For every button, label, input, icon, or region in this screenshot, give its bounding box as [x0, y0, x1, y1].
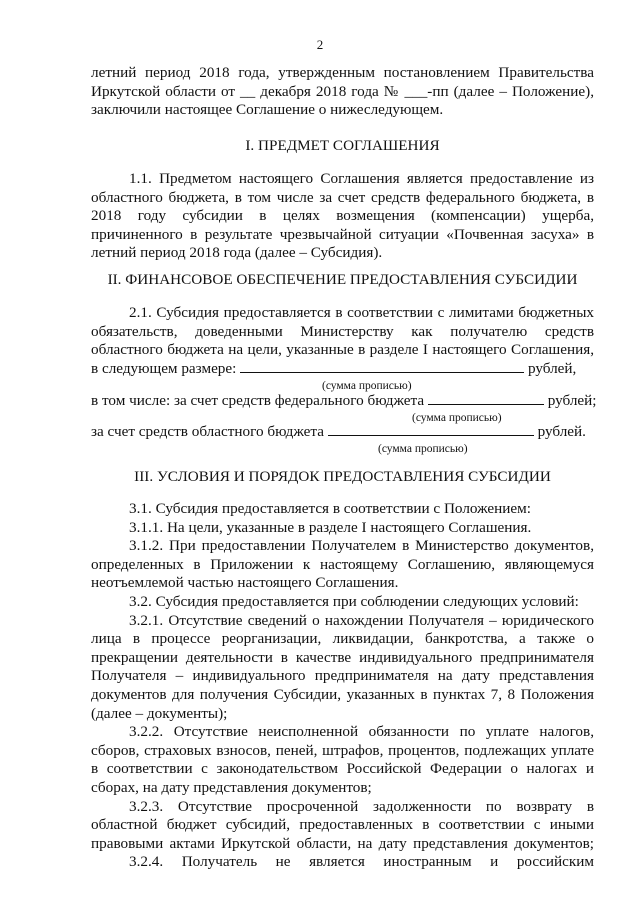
text-line: областного бюджета, в том числе за счет средств федерального бюджета, в [91, 188, 594, 206]
amount-regional-label: за счет средств областного бюджета [91, 423, 324, 440]
text-line: обязательств, доведенными Министерству как получателю средств [91, 322, 594, 340]
amount-federal-unit: рублей; [547, 392, 597, 409]
amount-federal-blank [428, 391, 544, 405]
text-line: 3.1.2. При предоставлении Получателем в Министерство документов, [129, 537, 594, 555]
text-line: 3.2.4. Получатель не является иностранным и российским [129, 853, 594, 871]
text-line: летний период 2018 года (далее – Субсидия). [91, 244, 383, 262]
text-line: причиненного в результате чрезвычайной ситуации «Почвенная засуха» в [91, 225, 594, 243]
text-line: 2018 году субсидии в целях возмещения (компенсации) ущерба, [91, 207, 594, 225]
text-line: 3.1.1. На цели, указанные в разделе I настоящего Соглашения. [129, 518, 532, 536]
text-line: прекращении деятельности в качестве индивидуального предпринимателя [91, 648, 594, 666]
amount-total-row [91, 359, 594, 379]
amount-federal-row [91, 391, 597, 411]
page-number: 2 [316, 37, 324, 52]
text-line: 2.1. Субсидия предоставляется в соответствии с лимитами бюджетных [129, 304, 594, 321]
amount-regional-row [91, 422, 594, 442]
section-1-title: I. ПРЕДМЕТ СОГЛАШЕНИЯ [245, 137, 440, 154]
text-line: сборах, на дату представления документов; [91, 778, 372, 796]
text-line: 3.2.3. Отсутствие просроченной задолженности по возврату в [129, 797, 594, 815]
text-line: областного бюджета на цели, указанные в разделе I настоящего Соглашения, [91, 341, 594, 359]
text-line: 1.1. Предметом настоящего Соглашения является предоставление из [129, 170, 594, 187]
section-1-paragraph [91, 170, 594, 263]
section-3-title: III. УСЛОВИЯ И ПОРЯДОК ПРЕДОСТАВЛЕНИЯ СУБСИДИИ [134, 468, 551, 485]
section-2-paragraph [91, 304, 594, 360]
section-3-paragraph [91, 500, 594, 872]
text-line: лица в процессе реорганизации, ликвидации, банкротства, а также о [91, 630, 594, 648]
text-line: областной бюджет субсидий, предоставленных в соответствии с иными [91, 816, 594, 834]
amount-total-unit: рублей, [527, 360, 577, 377]
text-line: 3.2.2. Отсутствие неисполненной обязанности по уплате налогов, [129, 723, 594, 741]
text-line: документов для получения Субсидии, указанных в пунктах 7, 8 Положения [91, 685, 594, 703]
text-line: 3.1. Субсидия предоставляется в соответствии с Положением: [129, 500, 531, 517]
amount-regional-unit: рублей. [537, 423, 586, 440]
text-line: сборов, страховых взносов, пеней, штрафов, процентов, подлежащих уплате [91, 741, 594, 759]
intro-paragraph [91, 64, 594, 120]
text-line: неотъемлемой частью настоящего Соглашения. [91, 574, 399, 592]
text-line: в соответствии с законодательством Российской Федерации о налогах и [91, 760, 594, 778]
text-line: заключили настоящее Соглашение о нижеследующем. [91, 101, 444, 119]
text-line: Иркутской области от __ декабря 2018 года № ___-пп (далее – Положение), [91, 82, 594, 100]
text-line: определенных в Приложении к настоящему Соглашению, являющемуся [91, 555, 594, 573]
text-line: правовыми актами Иркутской области, на дату представления документов; [91, 834, 594, 852]
text-line: 3.2. Субсидия предоставляется при соблюдении следующих условий: [129, 592, 579, 610]
text-line: Получателя – индивидуального предпринимателя на дату представления [91, 667, 594, 685]
text-line: (далее – документы); [91, 704, 228, 722]
amount-total-hint: (сумма прописью) [322, 380, 412, 392]
amount-regional-blank [328, 422, 534, 436]
text-line: 3.2.1. Отсутствие сведений о нахождении Получателя – юридического [129, 611, 594, 629]
amount-federal-hint: (сумма прописью) [412, 412, 502, 424]
section-2-title: II. ФИНАНСОВОЕ ОБЕСПЕЧЕНИЕ ПРЕДОСТАВЛЕНИЯ СУБСИДИИ [107, 271, 578, 288]
amount-total-label: в следующем размере: [91, 360, 237, 377]
text-line: летний период 2018 года, утвержденным постановлением Правительства [91, 64, 594, 81]
amount-regional-hint: (сумма прописью) [378, 443, 468, 455]
amount-total-blank [240, 359, 524, 373]
amount-federal-label: в том числе: за счет средств федерального бюджета [91, 392, 425, 409]
